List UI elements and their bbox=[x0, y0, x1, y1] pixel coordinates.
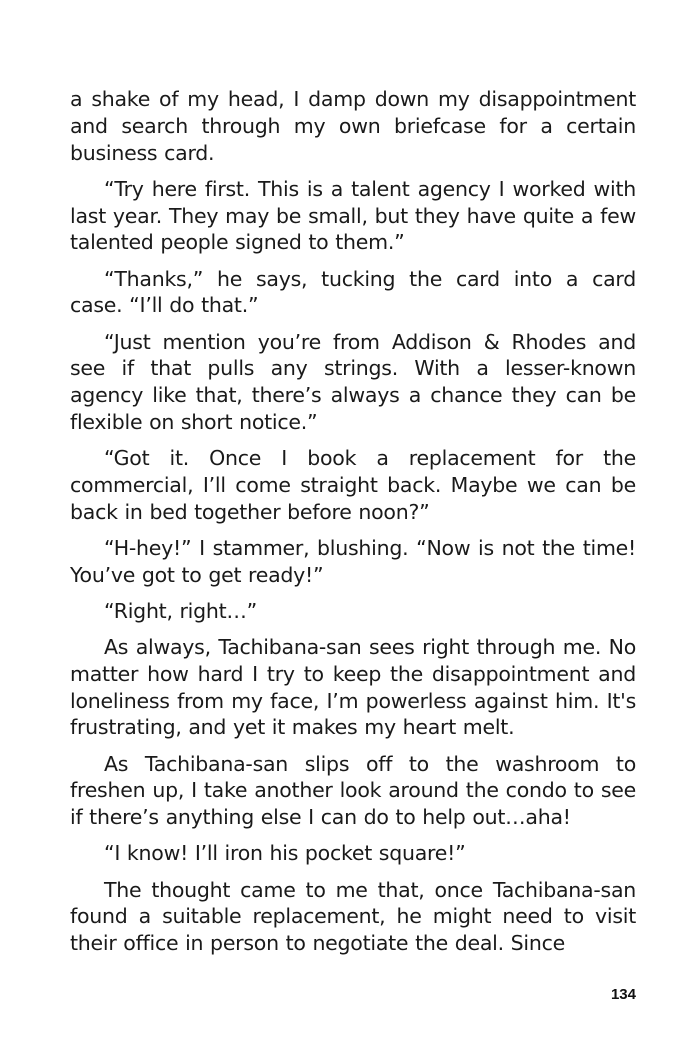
paragraph: As always, Tachibana-san sees right through me. No matter how hard I try to keep the disappointment and loneliness from my face, I’m powerless against him. It's frustrating, and yet it makes my heart melt. bbox=[70, 635, 636, 740]
paragraph: “Try here first. This is a talent agency I worked with last year. They may be small, but they have quite a few talented people signed to them.” bbox=[70, 176, 636, 255]
paragraph: “Just mention you’re from Addison & Rhodes and see if that pulls any strings. With a lesser-known agency like that, there’s always a chance they can be flexible on short notice.” bbox=[70, 329, 636, 434]
body-text bbox=[70, 86, 636, 966]
paragraph: “Got it. Once I book a replacement for the commercial, I’ll come straight back. Maybe we can be back in bed together before noon?” bbox=[70, 446, 636, 524]
paragraph: “Right, right…” bbox=[104, 598, 258, 623]
paragraph: “Thanks,” he says, tucking the card into a card case. “I’ll do that.” bbox=[70, 266, 636, 318]
paragraph: a shake of my head, I damp down my disappointment and search through my own briefcase for a certain business card. bbox=[70, 87, 636, 165]
paragraph: “H-hey!” I stammer, blushing. “Now is not the time! You’ve got to get ready!” bbox=[70, 535, 636, 587]
page-number: 134 bbox=[610, 986, 636, 1003]
paragraph: The thought came to me that, once Tachibana-san found a suitable replacement, he might need to visit their office in person to negotiate the deal. Since bbox=[70, 877, 636, 956]
paragraph: As Tachibana-san slips off to the washroom to freshen up, I take another look around the condo to see if there’s anything else I can do to help out…aha! bbox=[70, 751, 636, 830]
paragraph: “I know! I’ll iron his pocket square!” bbox=[104, 841, 466, 866]
